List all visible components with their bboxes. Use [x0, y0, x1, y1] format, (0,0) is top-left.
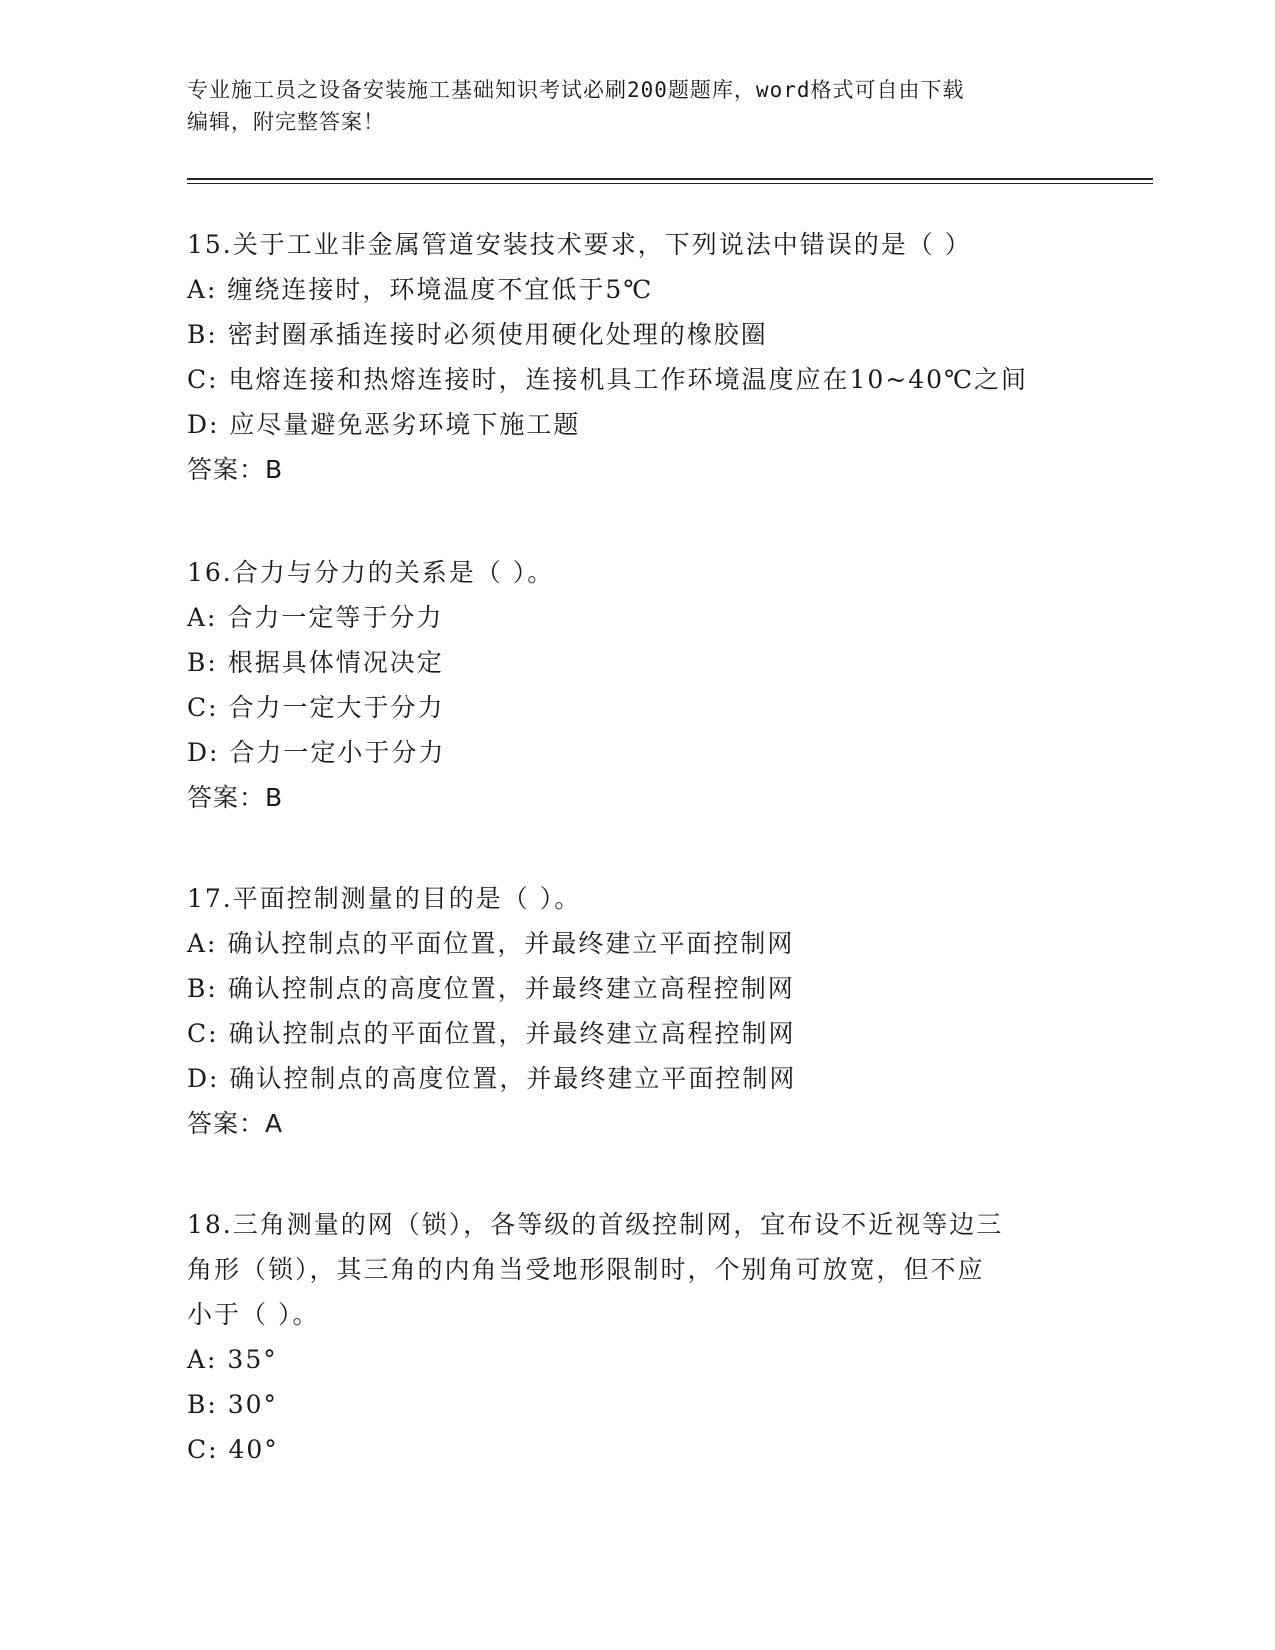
- question-17: [187, 876, 1087, 1146]
- option-c: C: 40°: [187, 1435, 279, 1464]
- answer: 答案：A: [187, 1109, 284, 1138]
- question-stem-line-1: 18.三角测量的网（锁），各等级的首级控制网，宜布设不近视等边三: [187, 1210, 1004, 1239]
- header-title-line-2: 编辑，附完整答案！: [187, 110, 385, 134]
- option-b: B: 根据具体情况决定: [187, 648, 444, 677]
- option-d: D: 合力一定小于分力: [187, 738, 446, 767]
- question-stem: 17.平面控制测量的目的是（ ）。: [187, 884, 582, 913]
- question-stem: 16.合力与分力的关系是（ ）。: [187, 558, 555, 587]
- question-15: [187, 222, 1087, 492]
- header-divider-thick: [187, 178, 1153, 180]
- option-c: C: 确认控制点的平面位置，并最终建立高程控制网: [187, 1019, 796, 1048]
- option-a: A: 缠绕连接时，环境温度不宜低于5℃: [187, 275, 654, 304]
- option-b: B: 密封圈承插连接时必须使用硬化处理的橡胶圈: [187, 320, 768, 349]
- answer: 答案：B: [187, 783, 284, 812]
- question-stem-line-3: 小于（ ）。: [187, 1300, 320, 1329]
- header-title-line-1: 专业施工员之设备安装施工基础知识考试必刷200题题库，word格式可自由下载: [187, 78, 965, 102]
- question-stem-line-2: 角形（锁），其三角的内角当受地形限制时，个别角可放宽，但不应: [187, 1255, 985, 1284]
- option-c: C: 合力一定大于分力: [187, 693, 445, 722]
- answer: 答案：B: [187, 455, 284, 484]
- question-18: [187, 1202, 1087, 1472]
- header-divider-thin: [187, 183, 1153, 184]
- option-b: B: 确认控制点的高度位置，并最终建立高程控制网: [187, 974, 795, 1003]
- option-d: D: 确认控制点的高度位置，并最终建立平面控制网: [187, 1064, 797, 1093]
- question-16: [187, 550, 1087, 820]
- option-a: A: 35°: [187, 1345, 278, 1374]
- option-c: C: 电熔连接和热熔连接时，连接机具工作环境温度应在10~40℃之间: [187, 365, 1029, 394]
- option-d: D: 应尽量避免恶劣环境下施工题: [187, 410, 581, 439]
- option-a: A: 确认控制点的平面位置，并最终建立平面控制网: [187, 929, 795, 958]
- question-stem: 15.关于工业非金属管道安装技术要求，下列说法中错误的是（ ）: [187, 230, 972, 259]
- option-b: B: 30°: [187, 1390, 279, 1419]
- document-header: [187, 74, 1067, 138]
- option-a: A: 合力一定等于分力: [187, 603, 444, 632]
